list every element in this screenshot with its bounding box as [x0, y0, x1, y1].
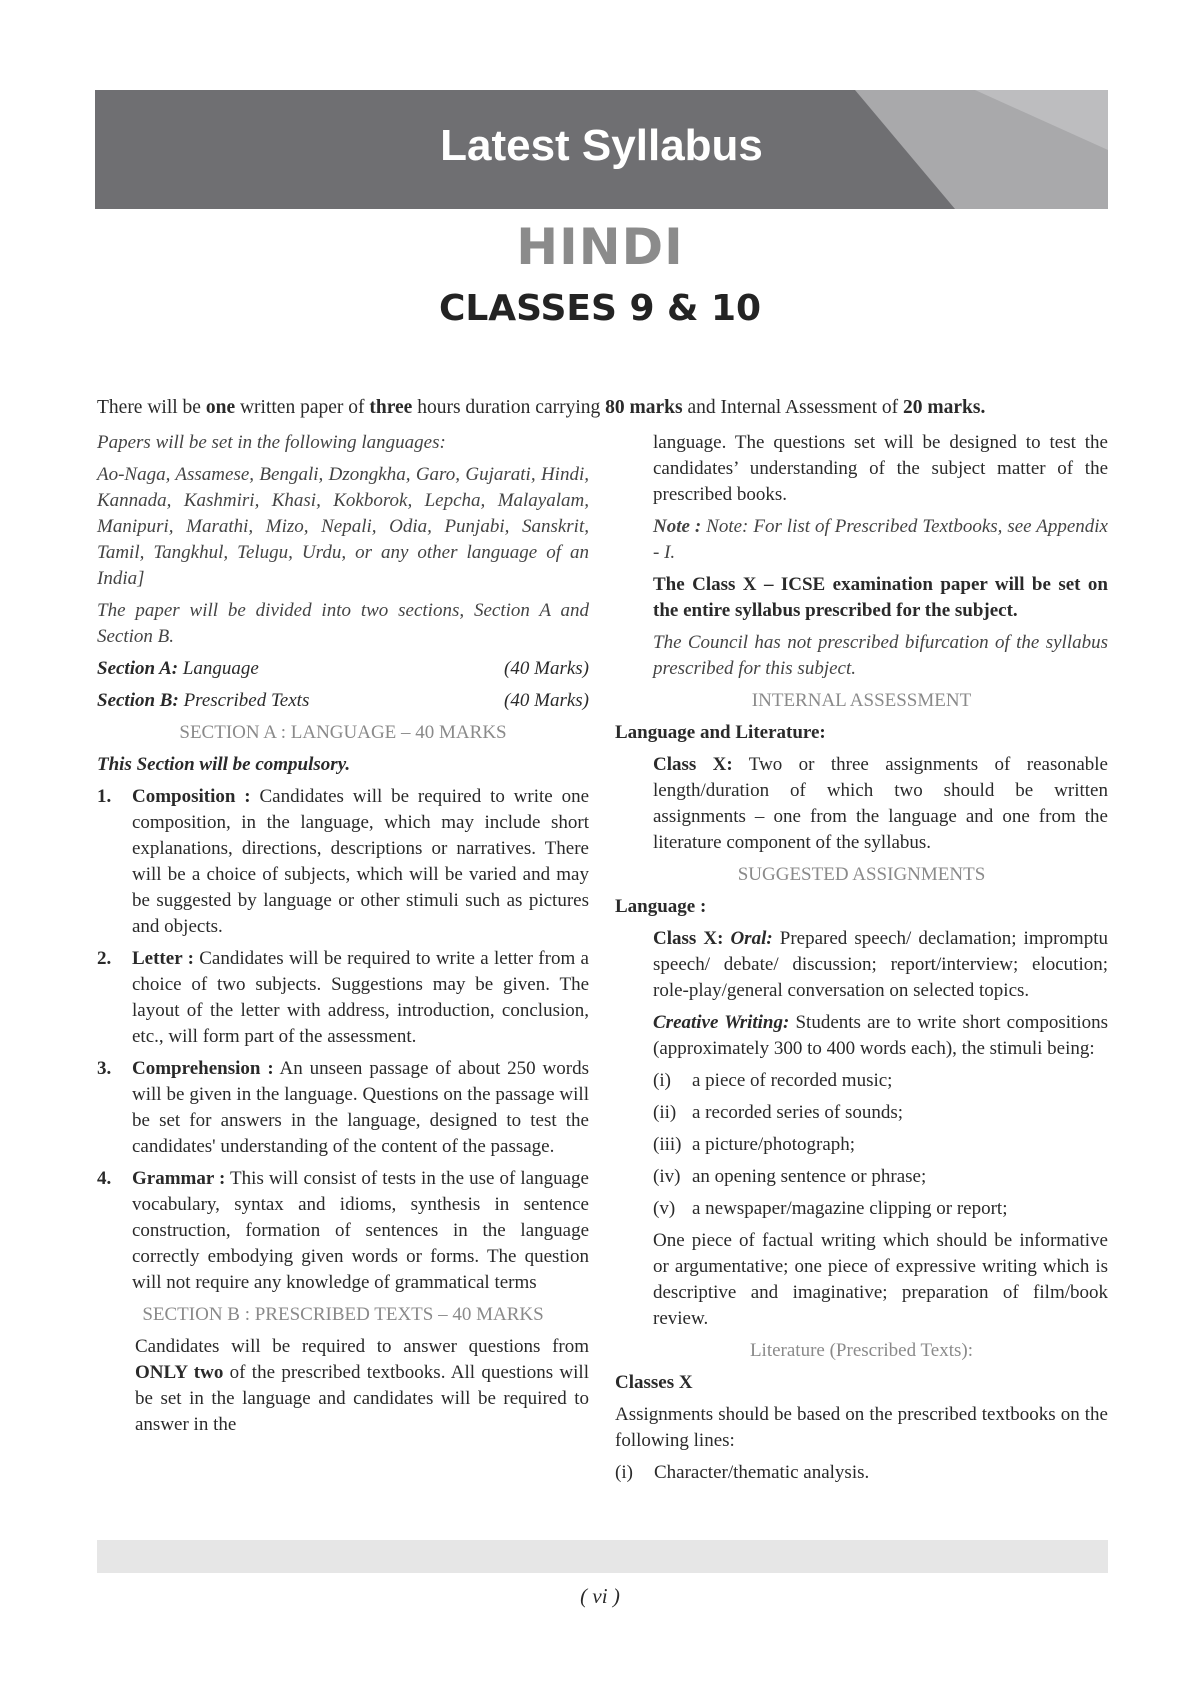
banner-title: Latest Syllabus [440, 121, 763, 170]
suggested-assignments-heading: SUGGESTED ASSIGNMENTS [737, 864, 986, 885]
internal-assessment-heading: INTERNAL ASSESSMENT [751, 690, 972, 711]
header-banner [95, 90, 1108, 209]
note-text: Note : Note: For list of Prescribed Textbooks, see Appendix - I. [653, 516, 1108, 563]
classes-title: CLASSES 9 & 10 [438, 288, 762, 329]
class-x-text: Class X: Two or three assignments of reasonable length/duration of which two should be written assignments – one from the language and one from the literature component of the syllabus. [653, 754, 1108, 853]
list-item: 3. Comprehension : An unseen passage of about 250 words will be given in the language. Questions on the passage will be set for answers in the language, designed to test the candidates' understanding of the content of the passage. [97, 1058, 589, 1157]
right-column [615, 430, 1108, 1492]
classes-x-label: Classes X [615, 1372, 693, 1393]
oral-text: Class X: Oral: Prepared speech/ declamation; impromptu speech/ debate/ discussion; report/interview; elocution; role-play/general conversation on selected topics. [653, 928, 1108, 1001]
exam-paper-note: The Class X – ICSE examination paper will be set on the entire syllabus prescribed for the subject. [653, 574, 1108, 621]
list-item: (ii) a recorded series of sounds; [653, 1102, 904, 1123]
section-a-marks-row: Section A: Language (40 Marks) [97, 658, 589, 679]
languages-list: Ao-Naga, Assamese, Bengali, Dzongkha, Garo, Gujarati, Hindi, Kannada, Kashmiri, Khasi, Kokborok, Lepcha, Malayalam, Manipuri, Marathi, Mizo, Nepali, Odia, Punjabi, Sanskrit, Tamil, Tangkhul, Telugu, Urdu, or any other language of an India] [97, 464, 589, 589]
section-a-heading: SECTION A : LANGUAGE – 40 MARKS [179, 722, 507, 743]
list-item: (i) a piece of recorded music; [653, 1070, 893, 1091]
creative-writing-text: Creative Writing: Students are to write short compositions (approximately 300 to 400 words each), the stimuli being: [653, 1012, 1108, 1059]
language-label: Language : [615, 896, 707, 917]
intro-paragraph: There will be one written paper of three hours duration carrying 80 marks and Internal Assessment of 20 marks. [97, 397, 986, 418]
subject-title: HINDI [516, 218, 684, 276]
list-item: 1. Composition : Candidates will be required to write one composition, in the language, which may include short explanations, directions, descriptions or narratives. There will be a choice of subjects, which will be varied and may be suggested by language or other stimuli such as pictures and objects. [97, 786, 589, 937]
literature-heading: Literature (Prescribed Texts): [749, 1340, 974, 1361]
language-literature-label: Language and Literature: [615, 722, 826, 743]
factual-writing-text: One piece of factual writing which should be informative or argumentative; one piece of expressive writing which is descriptive and imaginative; preparation of film/book review. [653, 1230, 1108, 1329]
section-b-text: Candidates will be required to answer questions from ONLY two of the prescribed textbooks. All questions will be set in the language and candidates will be required to answer in the [135, 1336, 589, 1435]
list-item: (iii) a picture/photograph; [653, 1134, 856, 1155]
left-column [97, 430, 589, 1444]
council-text: The Council has not prescribed bifurcation of the syllabus prescribed for this subject. [653, 632, 1108, 679]
list-item: (i) Character/thematic analysis. [615, 1462, 870, 1483]
list-item: 4. Grammar : This will consist of tests in the use of language vocabulary, syntax and idioms, synthesis in sentence construction, formation of sentences in the language correctly embodying given words or forms. The question will not require any knowledge of grammatical terms [97, 1168, 589, 1293]
list-item: 2. Letter : Candidates will be required to write a letter from a choice of two subjects. Suggestions may be given. The layout of the letter with address, introduction, conclusion, etc., will form part of the assessment. [97, 948, 589, 1047]
continued-text: language. The questions set will be designed to test the candidates’ understanding of the subject matter of the prescribed books. [653, 432, 1108, 505]
list-item: (iv) an opening sentence or phrase; [653, 1166, 927, 1187]
section-b-heading: SECTION B : PRESCRIBED TEXTS – 40 MARKS [142, 1304, 544, 1325]
compulsory-text: This Section will be compulsory. [97, 754, 351, 775]
list-item: (v) a newspaper/magazine clipping or report; [653, 1198, 1008, 1219]
page-number: ( vi ) [580, 1584, 620, 1608]
papers-set-text: Papers will be set in the following languages: [97, 432, 446, 453]
assignments-text: Assignments should be based on the prescribed textbooks on the following lines: [615, 1404, 1108, 1451]
footer-bar [97, 1540, 1108, 1573]
divided-text: The paper will be divided into two sections, Section A and Section B. [97, 600, 589, 647]
section-b-marks-row: Section B: Prescribed Texts (40 Marks) [97, 690, 589, 711]
